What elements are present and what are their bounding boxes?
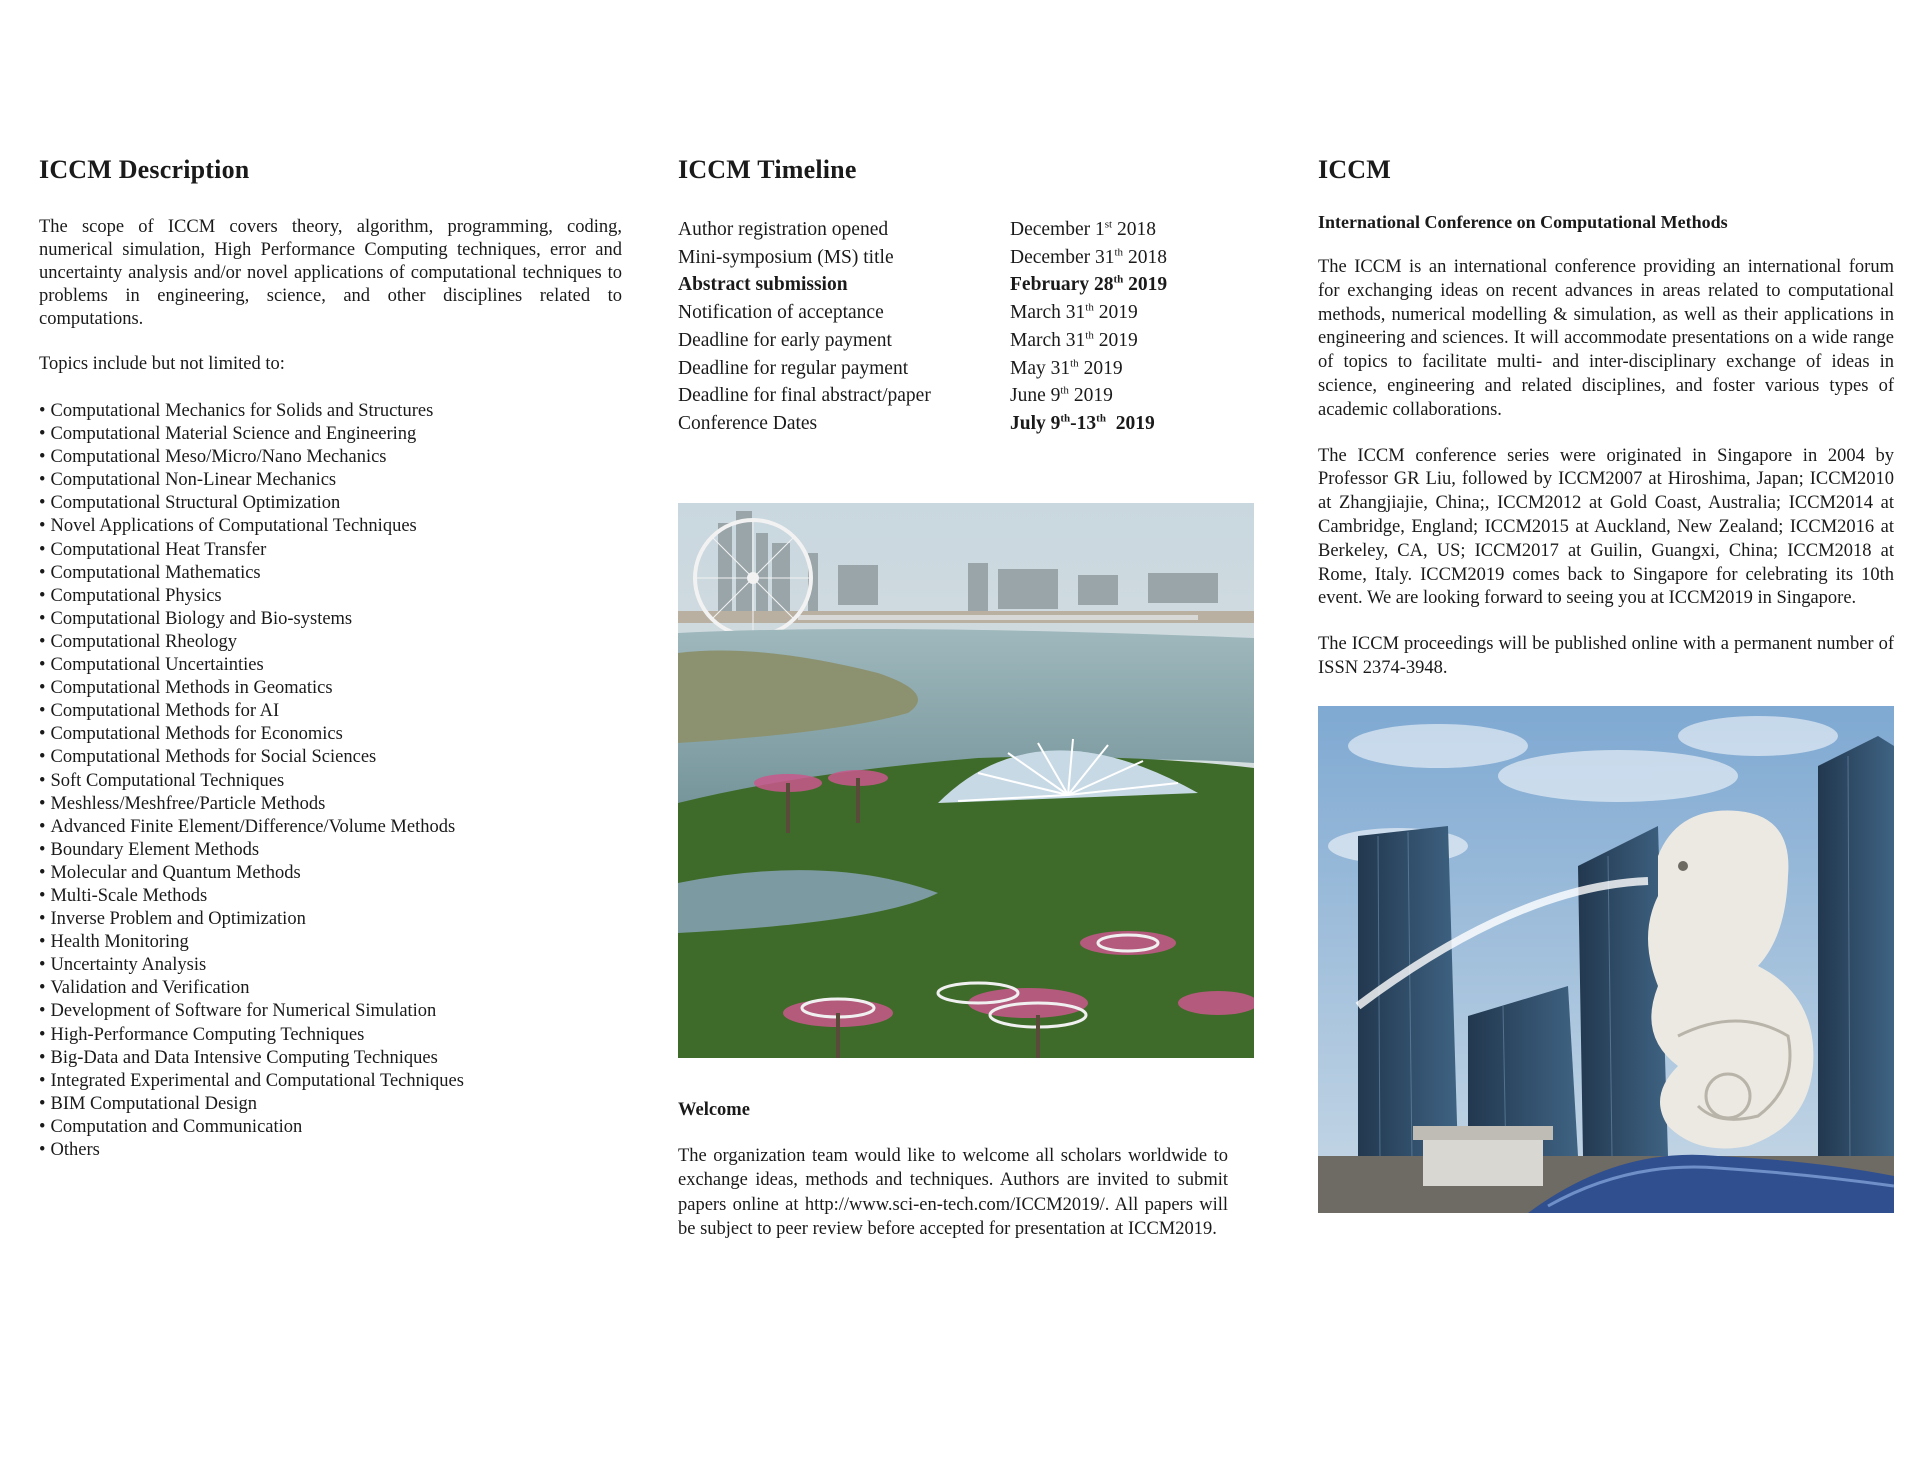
topic-item: • Computational Mathematics <box>39 562 622 585</box>
date-part: May 31 <box>1010 357 1071 379</box>
timeline-label: Deadline for regular payment <box>678 357 909 379</box>
date-ordinal-suffix: th <box>1060 384 1069 397</box>
date-part: -13 <box>1070 412 1097 434</box>
topic-item: • Inverse Problem and Optimization <box>39 908 622 931</box>
date-part: 2018 <box>1112 219 1156 240</box>
topic-item: • Uncertainty Analysis <box>39 954 622 977</box>
description-intro: The scope of ICCM covers theory, algorithm, programming, coding, numerical simulation, High Performance Computing techniques, error and uncertainty analysis and/or novel applications of computational techniques to problems in engineering, science, and other disciplines related to computations. <box>39 217 622 329</box>
description-column <box>39 150 622 1162</box>
date-part: 2019 <box>1093 329 1138 351</box>
timeline-date <box>1010 355 1167 383</box>
topic-item: • Advanced Finite Element/Difference/Volume Methods <box>39 816 622 839</box>
topic-item: • Novel Applications of Computational Techniques <box>39 515 622 538</box>
date-part: December 31 <box>1010 246 1115 268</box>
date-ordinal-suffix: th <box>1114 246 1124 259</box>
date-part: 2018 <box>1123 246 1167 268</box>
timeline-date <box>1010 271 1167 299</box>
iccm-column <box>1318 150 1894 1213</box>
date-ordinal-suffix: th <box>1085 329 1094 342</box>
topic-item: • Molecular and Quantum Methods <box>39 862 622 885</box>
topic-item: • Development of Software for Numerical Simulation <box>39 1000 622 1023</box>
date-part: 2019 <box>1078 357 1123 379</box>
timeline-table <box>678 216 1167 438</box>
iccm-paragraph-about: The ICCM is an international conference providing an international forum for exchanging ideas on recent advances in areas related to computational methods, numerical modelling & simulation, as well as their applications in engineering and sciences. It will accommodate presentations on a wide range of topics to facilitate multi- and inter-disciplinary exchange of ideas in science, engineering and related disciplines, and foster various types of academic collaborations. <box>1318 257 1894 420</box>
topic-item: • Computational Methods for Economics <box>39 723 622 746</box>
date-part: March 31 <box>1010 302 1086 324</box>
timeline-row <box>678 382 1167 410</box>
timeline-date <box>1010 382 1167 410</box>
timeline-label: Conference Dates <box>678 412 818 434</box>
date-ordinal-suffix: st <box>1104 218 1113 231</box>
date-ordinal-suffix: th <box>1060 412 1071 425</box>
date-part: 2019 <box>1123 274 1168 296</box>
topics-list <box>39 400 622 1162</box>
iccm-heading: ICCM <box>1318 155 1392 184</box>
topic-item: • Validation and Verification <box>39 977 622 1000</box>
iccm-paragraph-history: The ICCM conference series were originated in Singapore in 2004 by Professor GR Liu, followed by ICCM2007 at Hiroshima, Japan; ICCM2010 at Zhangjiajie, China;, ICCM2012 at Gold Coast, Australia; ICCM2014 at Cambridge, England; ICCM2015 at Auckland, New Zealand; ICCM2016 at Berkeley, CA, US; ICCM2017 at Guilin, Guangxi, China; ICCM2018 at Rome, Italy. ICCM2019 comes back to Singapore for celebrating its 10th event. We are looking forward to seeing you at ICCM2019 in Singapore. <box>1318 445 1894 609</box>
topic-item: • Integrated Experimental and Computational Techniques <box>39 1070 622 1093</box>
timeline-label: Abstract submission <box>678 274 848 296</box>
topic-item: • Computational Meso/Micro/Nano Mechanics <box>39 446 622 469</box>
topic-item: • Meshless/Meshfree/Particle Methods <box>39 793 622 816</box>
topic-item: • High-Performance Computing Techniques <box>39 1024 622 1047</box>
topics-lead: Topics include but not limited to: <box>39 354 285 374</box>
timeline-label: Deadline for final abstract/paper <box>678 385 931 407</box>
welcome-heading: Welcome <box>678 1099 750 1120</box>
topic-item: • Soft Computational Techniques <box>39 770 622 793</box>
topic-item: • Computational Mechanics for Solids and Structures <box>39 400 622 423</box>
topic-item: • Computational Heat Transfer <box>39 539 622 562</box>
timeline-label: Mini-symposium (MS) title <box>678 246 894 268</box>
timeline-row <box>678 410 1167 438</box>
topic-item: • Computational Material Science and Engineering <box>39 423 622 446</box>
topic-item: • Health Monitoring <box>39 931 622 954</box>
topic-item: • Others <box>39 1139 622 1162</box>
timeline-date <box>1010 216 1167 244</box>
timeline-row <box>678 271 1167 299</box>
timeline-date <box>1010 327 1167 355</box>
topic-item: • Computational Methods for Social Sciences <box>39 746 622 769</box>
timeline-column <box>678 150 1256 1260</box>
date-ordinal-suffix: th <box>1096 412 1106 425</box>
topic-item: • Computational Non-Linear Mechanics <box>39 469 622 492</box>
topic-item: • Computational Uncertainties <box>39 654 622 677</box>
timeline-heading: ICCM Timeline <box>678 155 857 184</box>
topic-item: • Boundary Element Methods <box>39 839 622 862</box>
timeline-date <box>1010 244 1167 272</box>
date-ordinal-suffix: th <box>1113 273 1124 286</box>
topic-item: • Computational Methods for AI <box>39 700 622 723</box>
topic-item: • Computation and Communication <box>39 1116 622 1139</box>
topic-item: • Computational Physics <box>39 585 622 608</box>
singapore-gardens-photo <box>678 503 1254 1058</box>
date-part: December 1 <box>1010 219 1105 240</box>
welcome-text: The organization team would like to welcome all scholars worldwide to exchange ideas, methods and techniques. Authors are invited to submit papers online at http://www.sci-en-tech.com/ICCM2019/. All papers will be subject to peer review before accepted for presentation at ICCM2019. <box>678 1145 1228 1240</box>
date-part: 2019 <box>1105 412 1155 434</box>
timeline-row <box>678 216 1167 244</box>
iccm-subtitle: International Conference on Computational Methods <box>1318 212 1728 232</box>
timeline-row <box>678 355 1167 383</box>
topic-item: • Computational Biology and Bio-systems <box>39 608 622 631</box>
date-part: 2019 <box>1093 302 1138 324</box>
date-part: July 9 <box>1010 412 1061 434</box>
timeline-date <box>1010 299 1167 327</box>
timeline-date <box>1010 410 1167 438</box>
timeline-row <box>678 244 1167 272</box>
timeline-row <box>678 299 1167 327</box>
topic-item: • Big-Data and Data Intensive Computing Techniques <box>39 1047 622 1070</box>
merlion-photo <box>1318 706 1894 1213</box>
date-part: June 9 <box>1010 385 1061 407</box>
topic-item: • Multi-Scale Methods <box>39 885 622 908</box>
iccm-paragraph-proceedings: The ICCM proceedings will be published online with a permanent number of ISSN 2374-3948. <box>1318 634 1894 678</box>
topic-item: • Computational Rheology <box>39 631 622 654</box>
topic-item: • BIM Computational Design <box>39 1093 622 1116</box>
timeline-label: Notification of acceptance <box>678 302 884 324</box>
timeline-label: Deadline for early payment <box>678 329 892 351</box>
topic-item: • Computational Structural Optimization <box>39 492 622 515</box>
date-part: 2019 <box>1068 385 1113 407</box>
timeline-row <box>678 327 1167 355</box>
date-ordinal-suffix: th <box>1085 301 1094 314</box>
timeline-label: Author registration opened <box>678 219 889 240</box>
date-part: February 28 <box>1010 274 1114 296</box>
date-ordinal-suffix: th <box>1070 357 1079 370</box>
description-heading: ICCM Description <box>39 155 250 184</box>
topic-item: • Computational Methods in Geomatics <box>39 677 622 700</box>
date-part: March 31 <box>1010 329 1086 351</box>
